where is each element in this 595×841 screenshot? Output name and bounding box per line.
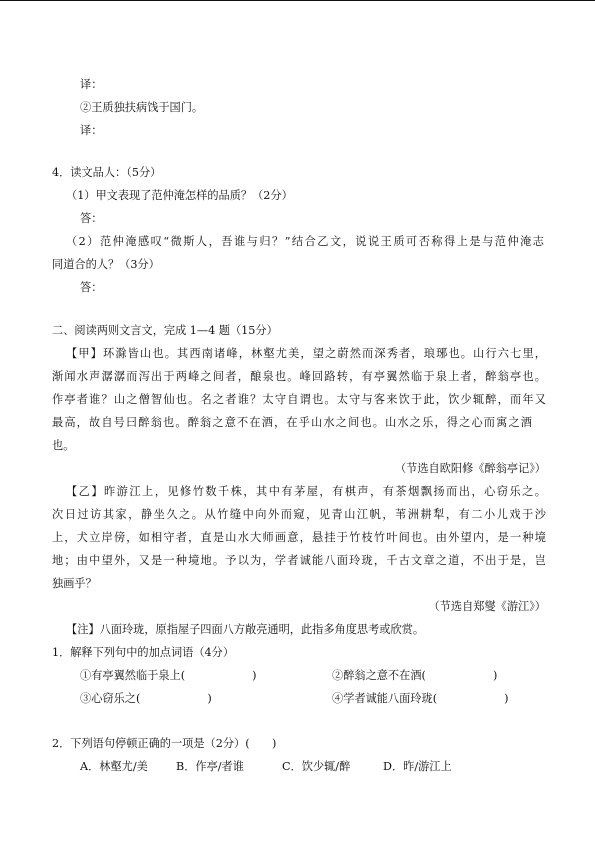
fill-blank-item: ①有亭翼然临于泉上( ) <box>80 669 257 682</box>
passage-a-line: 最高，故自号曰醉翁也。醉翁之意不在酒，在乎山水之间也。山水之乐，得之心而寓之酒 <box>52 416 532 429</box>
question-heading: 2．下列语句停顿正确的一项是（2分）( ) <box>52 737 277 750</box>
section-heading: 二、阅读两则文言文，完成 1—4 题（15分） <box>52 324 278 337</box>
choice-option-a: A．林壑尤/美 <box>80 760 148 773</box>
choice-option-b: B．作亭/者谁 <box>176 760 244 773</box>
passage-b-line: 次日过访其家，静坐久之。从竹缝中向外而窥，见青山江帆，苇洲耕犁，有二小儿戏于沙 <box>52 508 546 521</box>
passage-a-line: 【甲】环滁皆山也。其西南诸峰，林壑尤美，望之蔚然而深秀者，琅琊也。山行六七里， <box>66 347 546 360</box>
page-top-rule <box>0 0 595 1</box>
question-heading: 1．解释下列句中的加点词语（4分） <box>52 646 235 659</box>
answer-label: 答： <box>80 281 103 294</box>
answer-label: 译： <box>80 124 103 137</box>
passage-b-line: 独画乎？ <box>52 577 97 590</box>
question-heading: 4．读文品人：（5分） <box>52 166 162 179</box>
passage-b-source: （节选自郑燮《游江》） <box>428 600 546 613</box>
passage-a-line: 也。 <box>52 439 75 452</box>
passage-b-line: 地；由中望外，又是一种境地。予以为，学者诚能八面玲珑，千古文章之道，不出于是，岂 <box>52 554 546 567</box>
choice-option-d: D．昨/游江上 <box>383 760 452 773</box>
fill-blank-item: ②醉翁之意不在酒( ) <box>332 669 498 682</box>
translation-item-2: ②王质独扶病饯于国门。 <box>80 101 204 114</box>
fill-blank-item: ③心窃乐之( ) <box>80 692 212 705</box>
sub-question: （2）范仲淹感叹“微斯人，吾谁与归？”结合乙文，说说王质可否称得上是与范仲淹志 <box>66 235 544 248</box>
fill-blank-item: ④学者诚能八面玲珑( ) <box>332 692 509 705</box>
passage-b-line: 【乙】昨游江上，见修竹数千株，其中有茅屋，有棋声，有茶烟飘扬而出，心窃乐之。 <box>66 485 546 498</box>
answer-label: 答： <box>80 212 103 225</box>
passage-a-line: 渐闻水声潺潺而泻出于两峰之间者，酿泉也。峰回路转，有亭翼然临于泉上者，醉翁亭也。 <box>52 370 546 383</box>
passage-note: 【注】八面玲珑，原指屋子四面八方敞亮通明，此指多角度思考或欣赏。 <box>66 623 425 636</box>
choice-option-c: C．饮少辄/醉 <box>282 760 351 773</box>
passage-a-source: （节选自欧阳修《醉翁亭记》） <box>394 462 546 475</box>
sub-question: （1）甲文表现了范仲淹怎样的品质？（2分） <box>66 189 293 202</box>
sub-question-cont: 同道合的人？（3分） <box>52 258 160 271</box>
passage-a-line: 作亭者谁？山之僧智仙也。名之者谁？太守自谓也。太守与客来饮于此，饮少辄醉，而年又 <box>52 393 546 406</box>
answer-label: 译： <box>80 78 103 91</box>
passage-b-line: 上，犬立岸傍，如相守者，直是山水大师画意，悬挂于竹枝竹叶间也。由外望内，是一种境 <box>52 531 546 544</box>
